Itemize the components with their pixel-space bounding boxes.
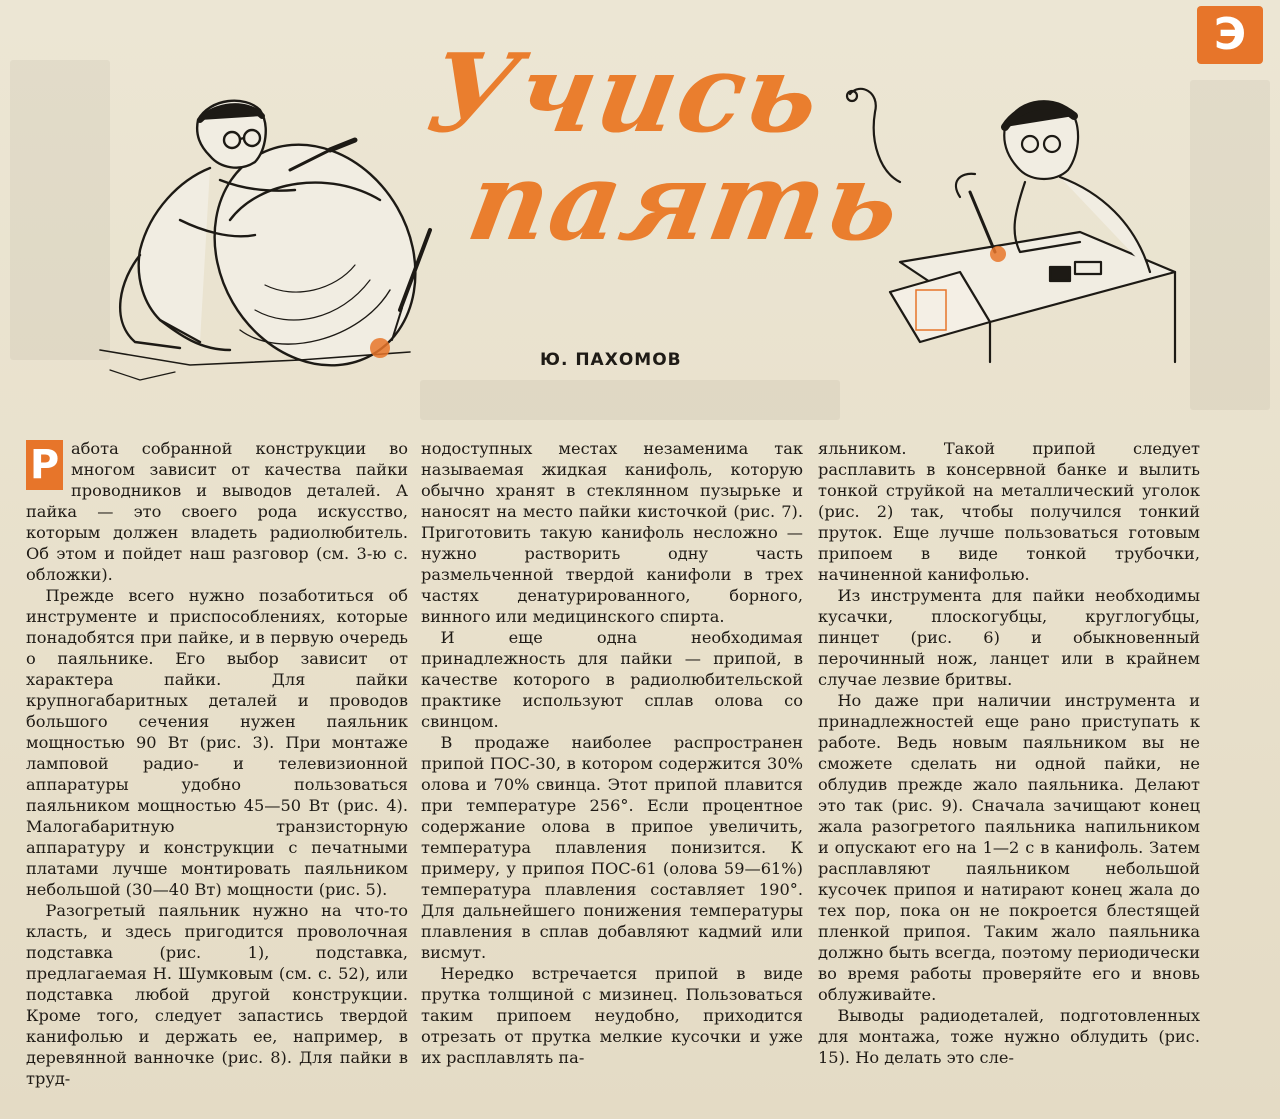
- paragraph: абота собранной конструкции во многом зависит от качества пайки проводников и выводов деталей. А пайка — это своего рода искусство, которым должен владеть радиолюбитель. Об этом и пойдет наш разговор (см. 3-ю с. обложки).: [26, 439, 408, 584]
- article-column-3: [818, 438, 1200, 1068]
- dropcap: Р: [26, 440, 63, 490]
- paragraph: В продаже наиболее распространен припой ПОС-30, в котором содержится 30% олова и 70% свинца. Этот припой плавится при температуре 256°. Если процентное содержание олова в припое увеличить, температура плавления понизится. К примеру, у припоя ПОС-61 (олова 59—61%) температура плавления составляет 190°. Для дальнейшего понижения температуры плавления в сплав добавляют кадмий или висмут.: [421, 733, 803, 962]
- paragraph: нодоступных местах незаменима так называемая жидкая канифоль, которую обычно хранят в стеклянном пузырьке и наносят на место пайки кисточкой (рис. 7). Приготовить такую канифоль несложно — нужно растворить одну часть размельченной твердой канифоли в трех частях денатурированного, борного, винного или медицинского спирта.: [421, 439, 803, 626]
- paragraph: яльником. Такой припой следует расплавить в консервной банке и вылить тонкой струйкой на металлический уголок (рис. 2) так, чтобы получился тонкий пруток. Еще лучше пользоваться готовым припоем в виде тонкой трубочки, начиненной канифолью.: [818, 439, 1200, 584]
- bleed-through-right: [1190, 80, 1270, 410]
- paragraph: Нередко встречается припой в виде прутка толщиной с мизинец. Пользоваться таким припоем неудобно, приходится отрезать от прутка мелкие кусочки и уже их расплавлять па-: [421, 964, 803, 1067]
- paragraph: Но даже при наличии инструмента и принадлежностей еще рано приступать к работе. Ведь новым паяльником вы не сможете сделать ни одной пайки, не облудив прежде жало паяльника. Делают это так (рис. 9). Сначала зачищают конец жала разогретого паяльника напильником и опускают его на 1—2 с в канифоль. Затем расплавляют паяльником небольшой кусочек припоя и натирают конец жала до тех пор, пока он не покроется блестящей пленкой припоя. Таким жало паяльника должно быть всегда, поэтому периодически во время работы проверяйте его и вновь облуживайте.: [818, 691, 1200, 1004]
- section-e-logo-icon: Э: [1213, 9, 1247, 60]
- title-line-2: паять: [459, 139, 912, 265]
- paragraph: И еще одна необходимая принадлежность для пайки — припой, в качестве которого в радиолюбительской практике используют сплав олова со свинцом.: [421, 628, 803, 731]
- bleed-through-middle: [420, 380, 840, 420]
- article-author: Ю. ПАХОМОВ: [540, 350, 682, 370]
- paragraph: Разогретый паяльник нужно на что-то класть, и здесь пригодится проволочная подставка (рис. 1), подставка, предлагаемая Н. Шумковым (см. с. 52), или подставка любой другой конструкции. Кроме того, следует запастись твердой канифолью и держать ее, например, в деревянной ванночке (рис. 8). Для пайки в труд-: [26, 901, 408, 1088]
- paragraph: Из инструмента для пайки необходимы кусачки, плоскогубцы, круглогубцы, пинцет (рис. 6) и обыкновенный перочинный нож, ланцет или в крайнем случае лезвие бритвы.: [818, 586, 1200, 689]
- article-title: [401, 31, 912, 265]
- paragraph: Прежде всего нужно позаботиться об инструменте и приспособлениях, которые понадобятся при пайке, и в первую очередь о паяльнике. Его выбор зависит от характера пайки. Для пайки крупногабаритных деталей и проводов большого сечения нужен паяльник мощностью 90 Вт (рис. 3). При монтаже ламповой радио- и телевизионной аппаратуры удобно пользоваться паяльником мощностью 45—50 Вт (рис. 4). Малогабаритную транзисторную аппаратуру и конструкции с печатными платами лучше монтировать паяльником небольшой (30—40 Вт) мощности (рис. 5).: [26, 586, 408, 899]
- man-soldering-pot-illustration: [80, 80, 440, 400]
- title-line-1: Учись: [418, 31, 832, 157]
- solder-spark: [990, 246, 1006, 262]
- section-badge: [1197, 6, 1263, 64]
- article-column-1: [26, 438, 408, 1089]
- solder-spark: [370, 338, 390, 358]
- man-soldering-desk-illustration: [820, 82, 1190, 382]
- article-column-2: [421, 438, 803, 1068]
- paragraph: Выводы радиодеталей, подготовленных для монтажа, тоже нужно облудить (рис. 15). Но делать это сле-: [818, 1006, 1200, 1067]
